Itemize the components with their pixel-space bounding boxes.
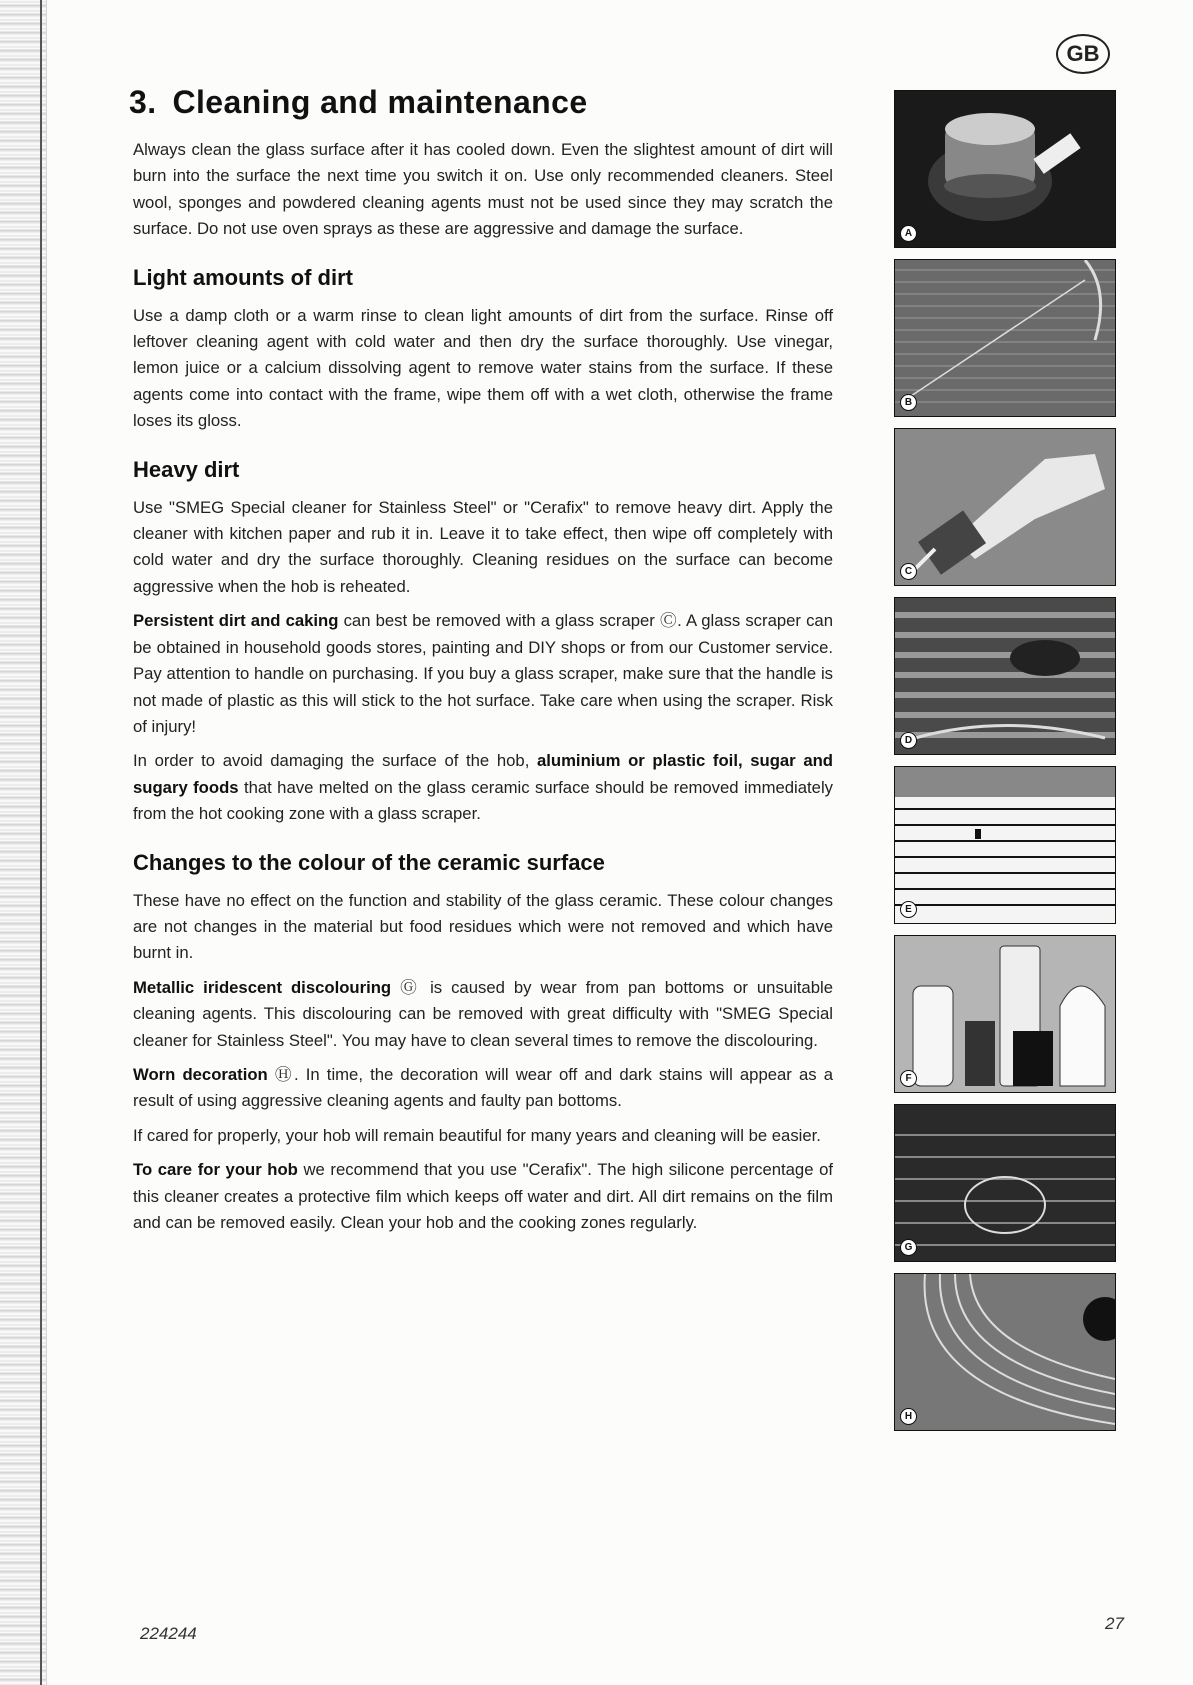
foil-sugar-text-post: that have melted on the glass ceramic surface should be removed immediately from the hot cooking zone with a glass scraper. [133,777,833,824]
discolouring-illustration [895,1105,1115,1261]
figure-a-label: A [900,225,917,242]
figure-d-label: D [900,732,917,749]
metallic-discolouring-term: Metallic iridescent discolouring [133,977,392,997]
metallic-discolouring-paragraph [133,975,833,1054]
main-content [129,84,833,1244]
persistent-dirt-text: can best be removed with a glass scraper Ⓒ. A glass scraper can be obtained in household goods stores, painting and DIY shops or from our Customer service. Pay attention to handle on purchasing. If you buy a glass scraper, make sure that the handle is not made of plastic as this will stick to the hot surface. Take care when using the scraper. Risk of injury! [133,611,833,736]
language-badge: GB [1056,34,1110,74]
section-title [129,84,833,121]
figure-g-discolouring-photo [894,1104,1116,1262]
figure-c-scraper-photo [894,428,1116,586]
persistent-dirt-paragraph [133,608,833,740]
figure-c-label: C [900,563,917,580]
figure-f-cleaners-photo [894,935,1116,1093]
illustration-column [894,90,1124,1442]
foil-sugar-paragraph [133,748,833,827]
stripes-illustration [895,767,1115,923]
wipe-illustration [895,260,1115,416]
heavy-dirt-heading: Heavy dirt [133,456,240,482]
figure-d-residue-photo [894,597,1116,755]
figure-h-worn-decoration-photo [894,1273,1116,1431]
cleaners-illustration [895,936,1115,1092]
figure-b-label: B [900,394,917,411]
care-paragraph: If cared for properly, your hob will remain beautiful for many years and cleaning will be easier. [133,1125,821,1145]
colour-change-paragraph: These have no effect on the function and stability of the glass ceramic. These colour changes are not changes in the material but food residues which were not removed and which have burnt in. [133,890,833,963]
foil-sugar-text-pre: In order to avoid damaging the surface of the hob, [133,751,537,771]
section-title-text: Cleaning and maintenance [172,84,588,120]
figure-b-wiping-photo [894,259,1116,417]
document-code: 224244 [140,1624,197,1643]
foil-sugar-term: aluminium or plastic foil, sugar and sugary foods [133,751,833,797]
worn-decoration-text: Ⓗ. In time, the decoration will wear off and dark stains will appear as a result of using aggressive cleaning agents and faulty pan bottoms. [133,1064,833,1111]
light-dirt-heading: Light amounts of dirt [133,264,353,290]
figure-f-label: F [900,1070,917,1087]
scraper-illustration [895,429,1115,585]
to-care-text: we recommend that you use "Cerafix". The high silicone percentage of this cleaner creates a protective film which keeps off water and dirt. All dirt remains on the film and can be removed easily. Clean your hob and the cooking zones regularly. [133,1160,834,1232]
colour-change-heading: Changes to the colour of the ceramic surface [133,849,605,875]
residue-illustration [895,598,1115,754]
pan-illustration [895,91,1115,247]
worn-decoration-paragraph [133,1062,833,1115]
page-binding-edge [0,0,47,1685]
figure-h-label: H [900,1408,917,1425]
section-number: 3. [129,84,157,120]
metallic-discolouring-text: Ⓖ is caused by wear from pan bottoms or unsuitable cleaning agents. This discolouring can be removed with great difficulty with "SMEG Special cleaner for Stainless Steel". You may have to clean several times to remove the discolouring. [133,977,833,1050]
worn-decoration-term: Worn decoration [133,1064,268,1084]
worn-decoration-illustration [895,1274,1115,1430]
figure-e-label: E [900,901,917,918]
figure-e-stripes-photo [894,766,1116,924]
figure-a-pan-photo [894,90,1116,248]
intro-paragraph: Always clean the glass surface after it has cooled down. Even the slightest amount of dirt will burn into the surface the next time you switch it on. Use only recommended cleaners. Steel wool, sponges and powdered cleaning agents must not be used since they may scratch the surface. Do not use oven sprays as these are aggressive and damage the surface. [133,140,833,239]
heavy-dirt-paragraph: Use "SMEG Special cleaner for Stainless Steel" or "Cerafix" to remove heavy dirt. Apply the cleaner with kitchen paper and rub it in. Leave it to take effect, then wipe off completely with cold water and dry the surface thoroughly. Cleaning residues on the surface can become aggressive when the hob is reheated. [133,497,833,596]
to-care-paragraph [133,1157,833,1236]
page-number: 27 [1105,1614,1124,1633]
figure-g-label: G [900,1239,917,1256]
light-dirt-paragraph: Use a damp cloth or a warm rinse to clean light amounts of dirt from the surface. Rinse off leftover cleaning agent with cold water and then dry the surface thoroughly. Use vinegar, lemon juice or a calcium dissolving agent to remove water stains from the surface. If these agents come into contact with the frame, wipe them off with a wet cloth, otherwise the frame loses its gloss. [133,305,833,431]
to-care-term: To care for your hob [133,1160,298,1180]
persistent-dirt-term: Persistent dirt and caking [133,611,339,631]
